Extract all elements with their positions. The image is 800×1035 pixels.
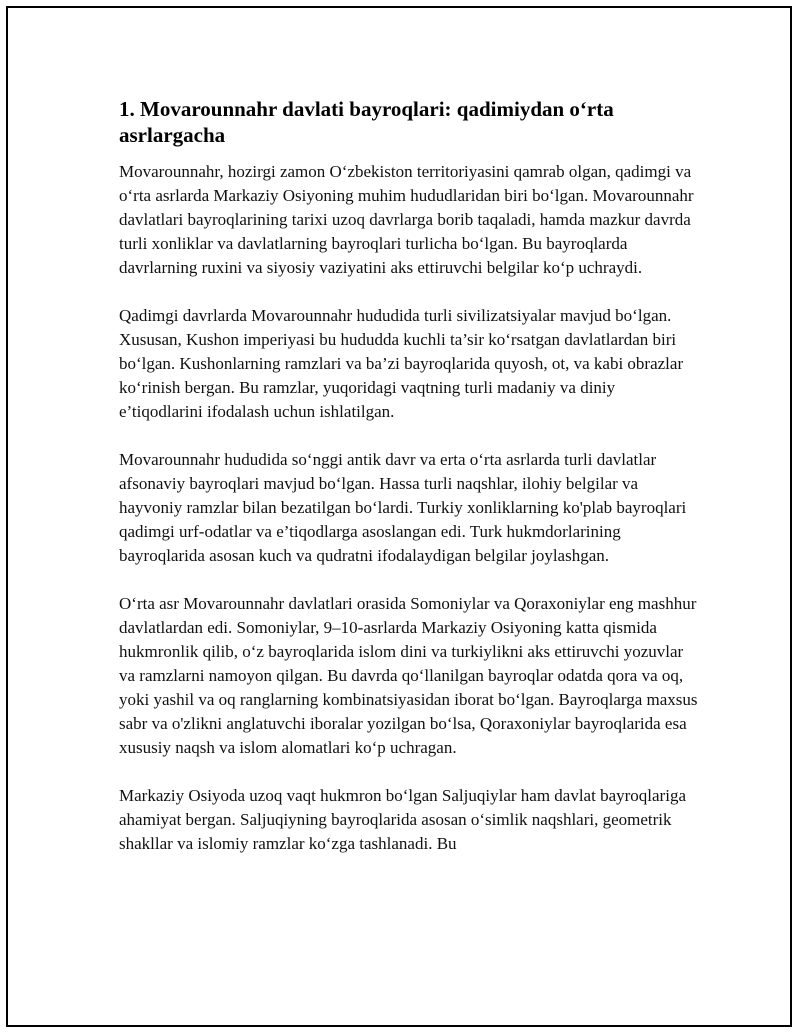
paragraph-4: O‘rta asr Movarounnahr davlatlari orasida Somoniylar va Qoraxoniylar eng mashhur davlatlardan edi. Somoniylar, 9–10-asrlarda Markaziy Osiyoning katta qismida hukmronlik qilib, o‘z bayroqlarida islom dini va turkiylikni aks ettiruvchi yozuvlar va ramzlarni namoyon qilgan. Bu davrda qo‘llanilgan bayroqlar odatda qora va oq, yoki yashil va oq ranglarning kombinatsiyasidan iborat bo‘lgan. Bayroqlarga maxsus sabr va o'zlikni anglatuvchi iboralar yozilgan bo‘lsa, Qoraxoniylar bayroqlarida esa xususiy naqsh va islom alomatlari ko‘p uchragan. <box>119 594 698 757</box>
section-heading: 1. Movarounnahr davlati bayroqlari: qadimiydan o‘rta asrlargacha <box>119 97 614 147</box>
paragraph-1: Movarounnahr, hozirgi zamon O‘zbekiston territoriyasini qamrab olgan, qadimgi va o‘rta asrlarda Markaziy Osiyoning muhim hududlaridan biri bo‘lgan. Movarounnahr davlatlari bayroqlarining tarixi uzoq davrlarga borib taqaladi, hamda mazkur davrda turli xonliklar va davlatlarning bayroqlari turlicha bo‘lgan. Bu bayroqlarda davrlarning ruxini va siyosiy vaziyatini aks ettiruvchi belgilar ko‘p uchraydi. <box>119 162 694 277</box>
paragraph-5: Markaziy Osiyoda uzoq vaqt hukmron bo‘lgan Saljuqiylar ham davlat bayroqlariga ahamiyat bergan. Saljuqiyning bayroqlarida asosan o‘simlik naqshlari, geometrik shakllar va islomiy ramzlar ko‘zga tashlanadi. Bu <box>119 786 686 853</box>
paragraph-3: Movarounnahr hududida so‘nggi antik davr va erta o‘rta asrlarda turli davlatlar afsonaviy bayroqlari mavjud bo‘lgan. Hassa turli naqshlar, ilohiy belgilar va hayvoniy ramzlar bilan bezatilgan bo‘lardi. Turkiy xonliklarning ko'plab bayroqlari qadimgi urf-odatlar va e’tiqodlarga asoslangan edi. Turk hukmdorlarining bayroqlarida asosan kuch va qudratni ifodalaydigan belgilar joylashgan. <box>119 450 687 565</box>
document-page <box>6 6 792 1027</box>
document-body <box>119 96 701 880</box>
paragraph-2: Qadimgi davrlarda Movarounnahr hududida turli sivilizatsiyalar mavjud bo‘lgan. Xususan, Kushon imperiyasi bu hududda kuchli ta’sir ko‘rsatgan davlatlardan biri bo‘lgan. Kushonlarning ramzlari va ba’zi bayroqlarida quyosh, ot, va kabi obrazlar ko‘rinish bergan. Bu ramzlar, yuqoridagi vaqtning turli madaniy va diniy e’tiqodlarini ifodalash uchun ishlatilgan. <box>119 306 684 421</box>
